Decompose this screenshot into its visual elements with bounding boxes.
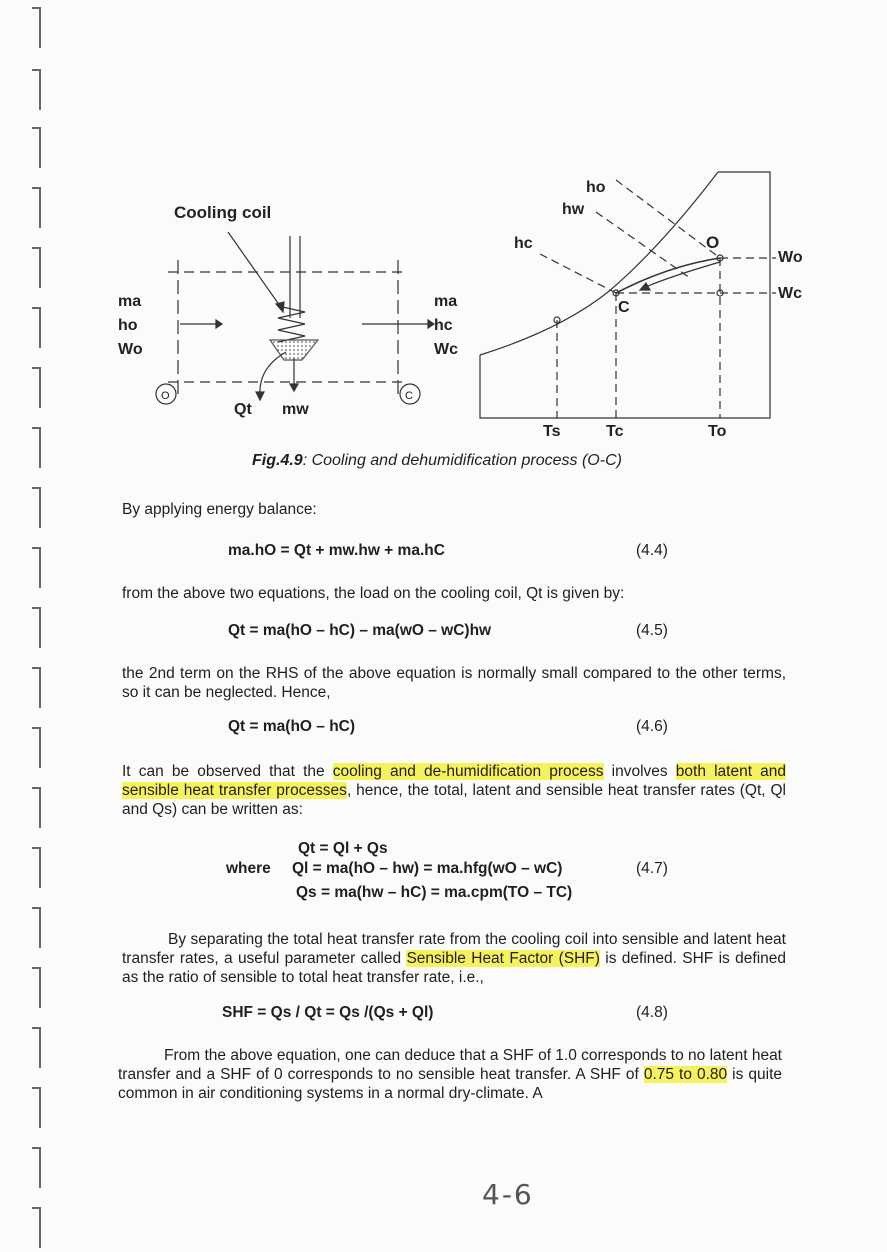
inlet-ho-label: ho	[118, 317, 138, 334]
qt-label: Qt	[234, 401, 252, 418]
ts-label: Ts	[543, 423, 561, 440]
paragraph-latent-sensible	[122, 762, 786, 819]
station-o-label: O	[161, 390, 170, 402]
chart-hw-label: hw	[562, 201, 585, 218]
point-c-label: C	[618, 299, 630, 316]
equation-4-7-sensible: Qs = ma(hw – hC) = ma.cpm(TO – TC)	[296, 884, 573, 901]
wc-label: Wc	[778, 285, 802, 302]
highlight-shf: Sensible Heat Factor (SHF)	[406, 950, 600, 967]
paragraph-load-cooling-coil: from the above two equations, the load on the cooling coil, Qt is given by:	[122, 585, 625, 602]
p5-text-a: By separating the total heat transfer rate from the cooling coil into sensible and latent heat transfer rates, a useful parameter called	[122, 931, 786, 967]
highlight-shf-range: 0.75 to 0.80	[643, 1066, 728, 1083]
equation-4-4: ma.hO = Qt + mw.hw + ma.hC	[228, 542, 445, 559]
equation-4-6-number: (4.6)	[636, 718, 668, 735]
highlight-latent-sensible: both latent and sensible heat transfer processes	[122, 763, 786, 799]
highlight-cooling-process: cooling and de-humidification process	[332, 763, 604, 780]
p4-text-a: It can be observed that the	[122, 763, 333, 780]
p5-text-b: is defined. SHF is defined as the ratio of sensible to total heat transfer rate, i.e.,	[122, 950, 786, 986]
equation-4-8-number: (4.8)	[636, 1004, 668, 1021]
chart-hc-label: hc	[514, 235, 533, 252]
p6-text-a: From the above equation, one can deduce that a SHF of 1.0 corresponds to no latent heat transfer and a SHF of 0 corresponds to no sensible heat transfer. A SHF of	[118, 1047, 782, 1083]
wo-label: Wo	[778, 249, 803, 266]
outlet-ma-label: ma	[434, 293, 458, 310]
p4-text-b: involves	[603, 763, 676, 780]
equation-4-8: SHF = Qs / Qt = Qs /(Qs + Ql)	[222, 1004, 434, 1021]
paragraph-shf-definition	[122, 930, 786, 987]
cooling-coil-schematic	[156, 232, 434, 404]
inlet-ma-label: ma	[118, 293, 142, 310]
outlet-hc-label: hc	[434, 317, 453, 334]
p6-text-b: is quite common in air conditioning systems in a normal dry-climate. A	[118, 1066, 782, 1102]
paragraph-neglect-term: the 2nd term on the RHS of the above equation is normally small compared to the other terms, so it can be neglected. Hence,	[122, 665, 786, 701]
psychrometric-chart	[480, 172, 776, 418]
mw-label: mw	[282, 401, 309, 418]
outlet-wc-label: Wc	[434, 341, 458, 358]
equation-4-6: Qt = ma(hO – hC)	[228, 718, 356, 735]
equation-4-7-total: Qt = Ql + Qs	[298, 840, 388, 857]
equation-4-4-number: (4.4)	[636, 542, 668, 559]
p4-text-c: , hence, the total, latent and sensible heat transfer rates (Qt, Ql and Qs) can be written as:	[122, 782, 786, 818]
station-c-label: C	[405, 390, 413, 402]
paragraph-shf-values	[118, 1046, 782, 1103]
page-number: 4-6	[482, 1178, 534, 1211]
equation-4-5-number: (4.5)	[636, 622, 668, 639]
chart-ho-label: ho	[586, 179, 606, 196]
inlet-wo-label: Wo	[118, 341, 143, 358]
tc-label: Tc	[606, 423, 624, 440]
point-o-label: O	[706, 233, 720, 252]
where-label: where	[226, 860, 271, 877]
equation-4-7-latent: Ql = ma(hO – hw) = ma.hfg(wO – wC)	[292, 860, 563, 877]
paragraph-energy-balance: By applying energy balance:	[122, 501, 317, 518]
figure-caption-text: : Cooling and dehumidification process (O-C)	[302, 452, 622, 469]
figure-caption	[252, 452, 622, 470]
equation-4-5: Qt = ma(hO – hC) – ma(wO – wC)hw	[228, 622, 492, 639]
figure-number: Fig.4.9	[252, 452, 303, 469]
cooling-coil-label: Cooling coil	[174, 203, 272, 222]
equation-4-7-number: (4.7)	[636, 860, 668, 877]
to-label: To	[708, 423, 727, 440]
figure-4-9	[0, 0, 887, 450]
